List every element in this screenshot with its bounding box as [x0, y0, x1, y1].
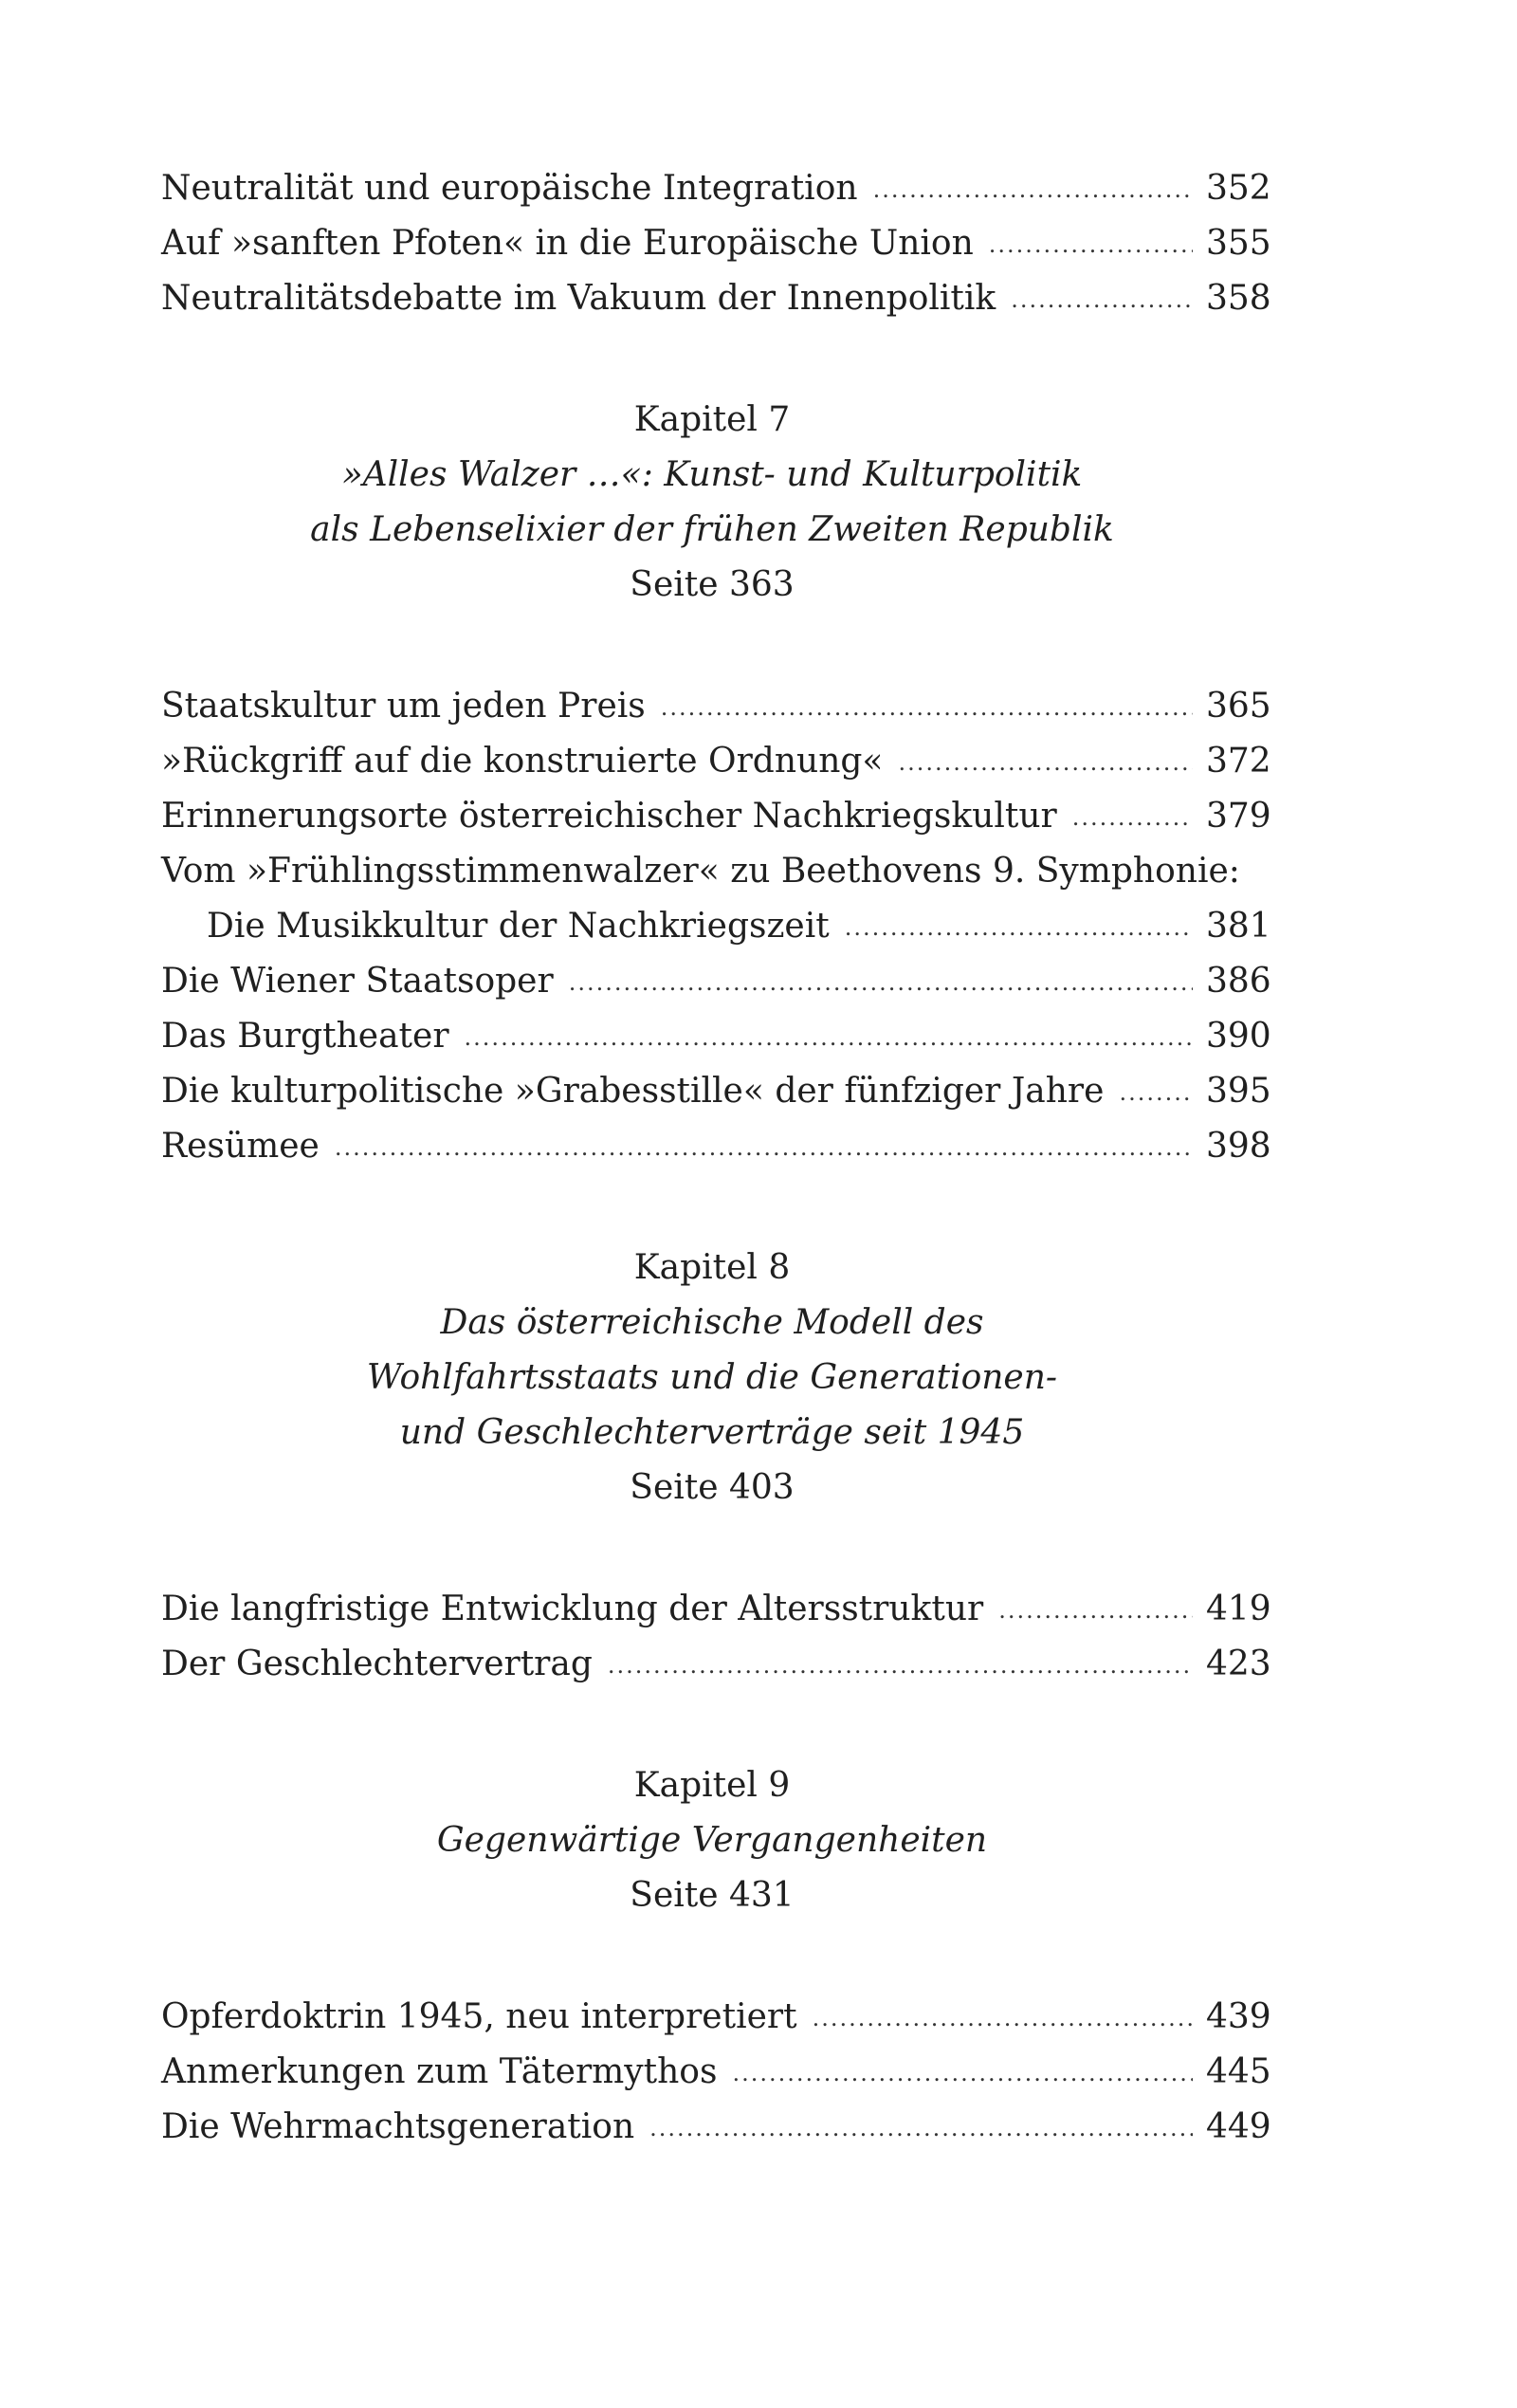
chapter-8-heading: [161, 1241, 1263, 1516]
toc-entry-title: Die kulturpolitische »Grabesstille« der fünfziger Jahre: [161, 1072, 1105, 1111]
toc-entry-title-line-2: Die Musikkultur der Nachkriegszeit: [207, 907, 830, 946]
toc-entry-title: Die Wiener Staatsoper: [161, 962, 554, 1001]
chapter-page-label: Seite 363: [630, 565, 795, 604]
toc-entry-page: 419: [1206, 1590, 1271, 1628]
toc-entry-page: 381: [1206, 907, 1271, 946]
dot-leader: [465, 1010, 1193, 1065]
toc-entry[interactable]: [161, 1119, 1271, 1174]
toc-entry-page: 449: [1206, 2107, 1271, 2146]
toc-entry[interactable]: [161, 734, 1271, 789]
chapter-subtitle-line: als Lebenselixier der frühen Zweiten Republik: [310, 510, 1114, 549]
toc-entry-title: Neutralitätsdebatte im Vakuum der Innenpolitik: [161, 279, 996, 318]
toc-entry-page: 386: [1206, 962, 1271, 1001]
toc-entry-title: Das Burgtheater: [161, 1017, 449, 1056]
toc-entry-title: Der Geschlechtervertrag: [161, 1645, 593, 1683]
chapter-label: Kapitel 7: [633, 400, 791, 439]
dot-leader: [873, 162, 1193, 217]
dot-leader: [813, 1991, 1193, 2046]
chapter-9-heading: [161, 1758, 1263, 1923]
toc-entry[interactable]: [161, 271, 1271, 326]
toc-entry-page: 358: [1206, 279, 1271, 318]
chapter-page-label: Seite 431: [630, 1876, 795, 1915]
toc-entry[interactable]: [161, 679, 1271, 734]
dot-leader: [661, 680, 1193, 735]
chapter-7-heading: [161, 393, 1263, 613]
toc-entry-title: Die Wehrmachtsgeneration: [161, 2107, 635, 2146]
dot-leader: [998, 1583, 1193, 1638]
toc-entry-title-line-1: Vom »Frühlingsstimmenwalzer« zu Beethovens 9. Symphonie:: [161, 852, 1240, 891]
dot-leader: [649, 2101, 1193, 2156]
toc-entry-page: 390: [1206, 1017, 1271, 1056]
dot-leader: [845, 900, 1193, 955]
toc-entry-title: Staatskultur um jeden Preis: [161, 687, 646, 726]
toc-entry-continuation: [161, 899, 1271, 954]
table-of-contents-page: [161, 161, 1271, 2155]
chapter-label: Kapitel 9: [633, 1766, 791, 1805]
dot-leader: [1072, 790, 1193, 845]
chapter-subtitle-line: Wohlfahrtsstaats und die Generationen-: [366, 1358, 1058, 1397]
toc-entry-multiline[interactable]: [161, 844, 1271, 954]
dot-leader: [569, 955, 1193, 1010]
toc-entry-title: Neutralität und europäische Integration: [161, 169, 858, 208]
toc-entry[interactable]: [161, 789, 1271, 844]
toc-section-chapter-9: [161, 1990, 1271, 2155]
toc-entry[interactable]: [161, 161, 1271, 216]
chapter-subtitle-line: »Alles Walzer …«: Kunst- und Kulturpolitik: [341, 455, 1083, 494]
toc-entry-title: Resümee: [161, 1127, 320, 1166]
toc-entry-page: 379: [1206, 797, 1271, 836]
toc-entry-title: Die langfristige Entwicklung der Altersstruktur: [161, 1590, 984, 1628]
toc-entry[interactable]: [161, 1990, 1271, 2045]
dot-leader: [732, 2046, 1193, 2101]
toc-entry-page: 398: [1206, 1127, 1271, 1166]
toc-entry-page: 355: [1206, 224, 1271, 263]
chapter-label: Kapitel 8: [633, 1248, 791, 1287]
toc-entry[interactable]: [161, 216, 1271, 271]
dot-leader: [608, 1638, 1193, 1693]
toc-section-chapter-7: [161, 679, 1271, 1174]
toc-entry-page: 439: [1206, 1997, 1271, 2036]
toc-entry-title: »Rückgriff auf die konstruierte Ordnung«: [161, 742, 884, 781]
chapter-subtitle-line: und Geschlechterverträge seit 1945: [399, 1413, 1025, 1452]
toc-entry[interactable]: [161, 1009, 1271, 1064]
dot-leader: [898, 735, 1193, 790]
chapter-subtitle-line: Gegenwärtige Vergangenheiten: [436, 1821, 988, 1860]
toc-entry[interactable]: [161, 1637, 1271, 1692]
toc-entry-page: 423: [1206, 1645, 1271, 1683]
toc-entry-page: 372: [1206, 742, 1271, 781]
dot-leader: [1011, 272, 1193, 327]
toc-entry-page: 352: [1206, 169, 1271, 208]
toc-entry[interactable]: [161, 1582, 1271, 1637]
toc-entry[interactable]: [161, 2045, 1271, 2100]
toc-entry-title: Opferdoktrin 1945, neu interpretiert: [161, 1997, 797, 2036]
toc-entry-title: Erinnerungsorte österreichischer Nachkriegskultur: [161, 797, 1057, 836]
toc-entry-page: 365: [1206, 687, 1271, 726]
toc-entry-page: 395: [1206, 1072, 1271, 1111]
toc-entry[interactable]: [161, 954, 1271, 1009]
chapter-subtitle-line: Das österreichische Modell des: [440, 1303, 984, 1342]
toc-section-continued: [161, 161, 1271, 326]
toc-entry-title: Anmerkungen zum Tätermythos: [161, 2052, 718, 2091]
dot-leader: [335, 1120, 1193, 1175]
toc-entry[interactable]: [161, 1064, 1271, 1119]
dot-leader: [989, 217, 1193, 272]
dot-leader: [1119, 1065, 1193, 1120]
chapter-page-label: Seite 403: [630, 1468, 795, 1507]
toc-entry[interactable]: [161, 2100, 1271, 2155]
toc-entry-page: 445: [1206, 2052, 1271, 2091]
toc-entry-title: Auf »sanften Pfoten« in die Europäische Union: [161, 224, 974, 263]
toc-section-chapter-8: [161, 1582, 1271, 1692]
